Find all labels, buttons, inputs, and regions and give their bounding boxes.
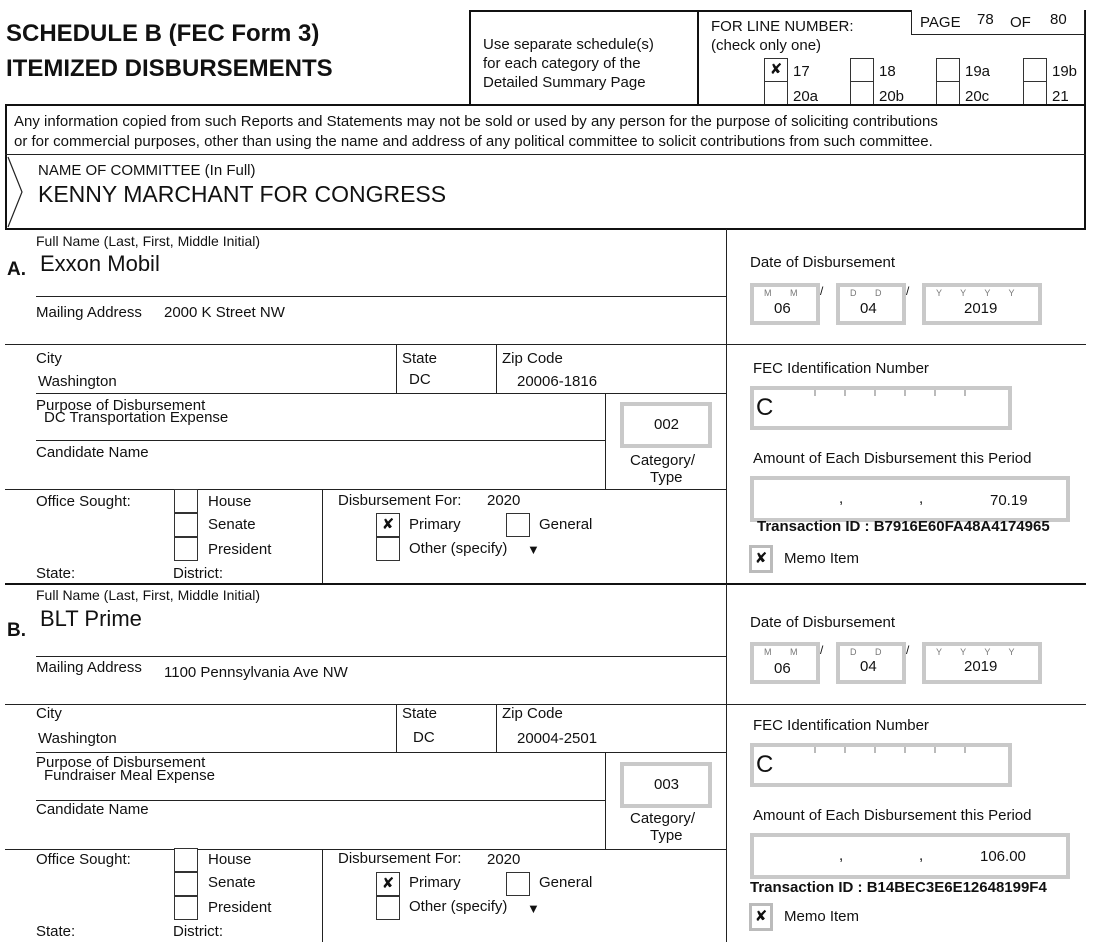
entry-b-house-checkbox[interactable] [174,848,198,872]
entry-b-state-field-label: State: [36,923,76,940]
entry-a-state-label: State [402,350,438,367]
entry-a-fec-id-box[interactable] [750,386,1012,430]
entry-b-other-checkbox[interactable] [376,896,400,920]
page-number-box [911,10,1085,35]
entry-a-mailing-address-label: Mailing Address [36,304,142,321]
entry-b-fec-prefix: C [756,751,774,778]
entry-b-amount: 106.00 [980,848,1026,865]
line-19b-label: 19b [1052,63,1078,80]
committee-arrow-marker [6,155,30,229]
entry-b-primary-checkbox[interactable]: ✘ [376,872,400,896]
entry-a-election-year: 2020 [487,492,521,509]
entry-a-disbursement-for-label: Disbursement For: [338,492,462,509]
entry-a-state: DC [409,371,431,388]
entry-b-full-name-label: Full Name (Last, First, Middle Initial) [36,587,261,603]
entry-a-category-box[interactable] [620,402,712,448]
entry-a-zip-label: Zip Code [502,350,563,367]
entry-a-house-label: House [208,493,252,510]
page-label: PAGE [920,14,961,31]
line-20a-checkbox[interactable] [764,81,788,105]
entry-b-president-checkbox[interactable] [174,896,198,920]
entry-b-other-label: Other (specify) [409,898,508,915]
entry-a-president-label: President [208,541,272,558]
entry-b-purpose: Fundraiser Meal Expense [44,767,215,784]
entry-b-payee-name: BLT Prime [40,606,142,631]
entry-b-date-mm-box[interactable] [750,642,820,684]
entry-a-amount-label: Amount of Each Disbursement this Period [753,450,1032,467]
entry-b-category-box[interactable] [620,762,712,808]
entry-a-category: 002 [654,416,680,433]
line-19b-checkbox[interactable] [1023,58,1047,82]
entry-b-date-sep-1: / [820,643,824,657]
entry-a-purpose-label: Purpose of Disbursement [36,397,206,414]
entry-b-zip-label: Zip Code [502,705,563,722]
form-title-line2: ITEMIZED DISBURSEMENTS [6,55,333,82]
entry-a-yyyy-hint: Y Y Y Y [936,288,1023,298]
entry-a-zip: 20006-1816 [517,373,598,390]
entry-b-state: DC [413,729,435,746]
form-title-line1: SCHEDULE B (FEC Form 3) [6,20,320,47]
line-20b-checkbox[interactable] [850,81,874,105]
entry-b-election-year: 2020 [487,851,521,868]
entry-b-mailing-address: 1100 Pennsylvania Ave NW [164,664,348,681]
entry-b-amount-label: Amount of Each Disbursement this Period [753,807,1032,824]
entry-a-date-dd: 04 [860,300,877,317]
entry-b-dd-hint: D D [850,647,890,657]
entry-a-general-checkbox[interactable] [506,513,530,537]
entry-b-category-type-label-1: Category/ [630,810,696,827]
line-21-label: 21 [1052,88,1069,105]
entry-b-yyyy-hint: Y Y Y Y [936,647,1023,657]
entry-b-president-label: President [208,899,272,916]
entry-a-date-label: Date of Disbursement [750,254,896,271]
entry-a-fec-prefix: C [756,394,774,421]
entry-b-district-label: District: [173,923,223,940]
entry-b-transaction-id: Transaction ID : B14BEC3E6E12648199F4 [750,879,1047,896]
entry-a-president-checkbox[interactable] [174,537,198,561]
line-20c-checkbox[interactable] [936,81,960,105]
entry-a-city: Washington [38,373,117,390]
entry-b-zip: 20004-2501 [517,730,598,747]
entry-b-mailing-address-label: Mailing Address [36,659,142,676]
entry-b-amount-box[interactable] [750,833,1070,879]
entry-a-fec-id-label: FEC Identification Number [753,360,929,377]
entry-a-date-yyyy: 2019 [964,300,998,317]
entry-a-primary-label: Primary [409,516,461,533]
entry-a-candidate-name-label: Candidate Name [36,444,149,461]
entry-a-other-label: Other (specify) [409,540,508,557]
entry-b-disbursement-for-label: Disbursement For: [338,850,462,867]
entry-b-date-dd: 04 [860,658,877,675]
entry-a-date-sep-2: / [906,284,910,298]
entry-a-amount: 70.19 [990,492,1028,509]
entry-a-category-type-label-1: Category/ [630,452,696,469]
entry-b-dropdown-icon[interactable]: ▼ [527,901,540,916]
line-20a-label: 20a [793,88,819,105]
entry-a-transaction-id: Transaction ID : B7916E60FA48A4174965 [757,518,1050,535]
entry-b-city-label: City [36,705,62,722]
entry-b-general-label: General [539,874,593,891]
entry-a-amount-comma-1: , [839,490,844,507]
entry-b-state-label: State [402,705,438,722]
notice-line-1: Any information copied from such Reports and Statements may not be sold or used by any person for the purpose of soliciting contributions [14,113,938,130]
entry-a-office-sought-label: Office Sought: [36,493,131,510]
entry-a-general-label: General [539,516,593,533]
entry-a-memo-checkbox[interactable]: ✘ [749,545,773,573]
page-total: 80 [1050,11,1067,28]
line-19a-label: 19a [965,63,991,80]
entry-a-amount-comma-2: , [919,490,924,507]
instruction-line-3: Detailed Summary Page [483,74,646,91]
notice-line-2: or for commercial purposes, other than using the name and address of any political committee to solicit contributions from such committee. [14,133,933,150]
committee-name: KENNY MARCHANT FOR CONGRESS [38,181,447,207]
entry-b-fec-id-label: FEC Identification Number [753,717,929,734]
entry-a-senate-checkbox[interactable] [174,513,198,537]
entry-a-district-label: District: [173,565,223,582]
entry-b-date-mm: 06 [774,660,791,677]
entry-b-general-checkbox[interactable] [506,872,530,896]
entry-b-office-sought-label: Office Sought: [36,851,131,868]
entry-a-city-label: City [36,350,62,367]
entry-a-purpose: DC Transportation Expense [44,409,229,426]
entry-a-dd-hint: D D [850,288,890,298]
entry-a-mailing-address: 2000 K Street NW [164,304,285,321]
line-18-label: 18 [879,63,896,80]
entry-b-candidate-name-label: Candidate Name [36,801,149,818]
check-only-one-label: (check only one) [711,37,822,54]
instruction-line-2: for each category of the [483,55,641,72]
line-18-checkbox[interactable] [850,58,874,82]
entry-b-date-label: Date of Disbursement [750,614,896,631]
entry-a-mm-hint: M M [764,288,806,298]
entry-b-category: 003 [654,776,680,793]
line-19a-checkbox[interactable] [936,58,960,82]
entry-b-purpose-label: Purpose of Disbursement [36,754,206,771]
entry-a-date-yyyy-box[interactable] [922,283,1042,325]
entry-b-primary-label: Primary [409,874,461,891]
entry-a-senate-label: Senate [208,516,256,533]
entry-b-fec-id-box[interactable] [750,743,1012,787]
entry-a-full-name-label: Full Name (Last, First, Middle Initial) [36,233,261,249]
entry-a-house-checkbox[interactable] [174,489,198,513]
instruction-line-1: Use separate schedule(s) [483,36,654,53]
entry-a-primary-checkbox[interactable]: ✘ [376,513,400,537]
line-20c-label: 20c [965,88,990,105]
entry-b-date-sep-2: / [906,643,910,657]
entry-b-memo-checkbox[interactable]: ✘ [749,903,773,931]
entry-b-mm-hint: M M [764,647,806,657]
entry-b-date-dd-box[interactable] [836,642,906,684]
entry-b-category-type-label-2: Type [650,827,683,844]
entry-b-senate-label: Senate [208,874,256,891]
of-label: OF [1010,14,1031,31]
line-21-checkbox[interactable] [1023,81,1047,105]
entry-a-memo-label: Memo Item [784,550,860,567]
entry-b-date-yyyy-box[interactable] [922,642,1042,684]
line-17-checkbox[interactable]: ✘ [764,58,788,82]
committee-label: NAME OF COMMITTEE (In Full) [38,162,256,179]
entry-a-date-sep-1: / [820,284,824,298]
entry-a-date-mm: 06 [774,300,791,317]
entry-a-other-checkbox[interactable] [376,537,400,561]
entry-b-letter: B. [7,620,26,641]
entry-a-amount-box[interactable] [750,476,1070,522]
entry-a-date-dd-box[interactable] [836,283,906,325]
entry-b-senate-checkbox[interactable] [174,872,198,896]
line-17-label: 17 [793,63,810,80]
line-number-label: FOR LINE NUMBER: [711,18,854,35]
entry-a-letter: A. [7,259,26,280]
entry-a-dropdown-icon[interactable]: ▼ [527,542,540,557]
entry-a-date-mm-box[interactable] [750,283,820,325]
entry-b-memo-label: Memo Item [784,908,860,925]
entry-b-amount-comma-2: , [919,847,924,864]
entry-a-payee-name: Exxon Mobil [40,251,160,276]
page-number: 78 [977,11,994,28]
entry-b-house-label: House [208,851,252,868]
line-20b-label: 20b [879,88,905,105]
entry-b-date-yyyy: 2019 [964,658,998,675]
entry-b-city: Washington [38,730,117,747]
entry-a-state-field-label: State: [36,565,76,582]
entry-a-category-type-label-2: Type [650,469,683,486]
entry-b-amount-comma-1: , [839,847,844,864]
